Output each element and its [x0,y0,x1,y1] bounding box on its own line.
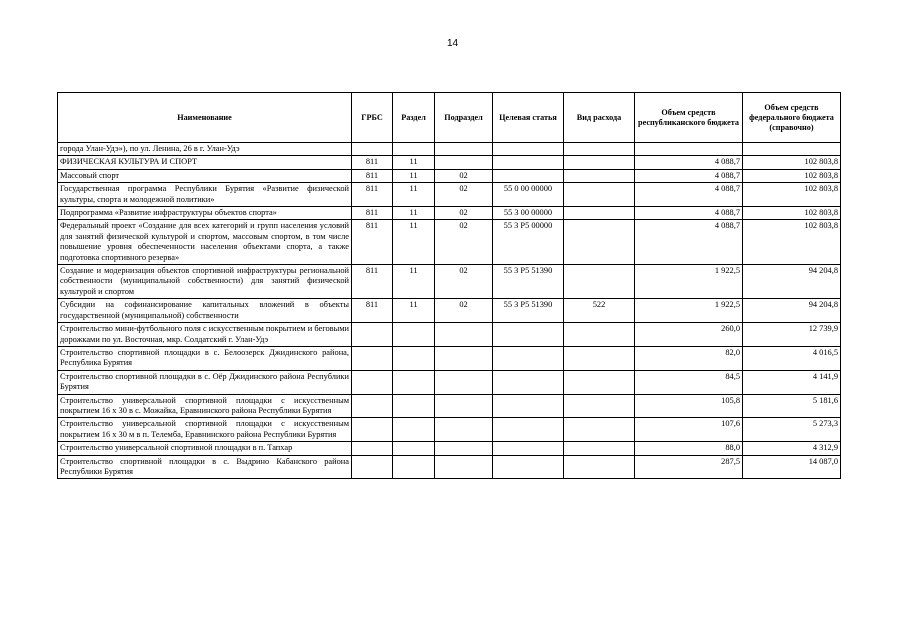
cell-target-article [493,394,564,418]
cell-federal-budget: 5 181,6 [743,394,841,418]
cell-federal-budget [743,143,841,156]
table-row [58,442,841,455]
cell-target-article [493,442,564,455]
cell-razdel [393,323,435,347]
cell-grbs [352,370,393,394]
cell-expense-type [564,169,635,182]
cell-republican-budget: 4 088,7 [635,207,743,220]
cell-podrazdel: 02 [435,207,493,220]
cell-name: Подпрограмма «Развитие инфраструктуры объектов спорта» [58,207,352,220]
cell-expense-type [564,220,635,265]
cell-grbs: 811 [352,156,393,169]
cell-podrazdel [435,346,493,370]
cell-razdel: 11 [393,183,435,207]
cell-republican-budget: 287,5 [635,455,743,479]
cell-target-article [493,370,564,394]
cell-federal-budget: 4 141,9 [743,370,841,394]
cell-expense-type [564,323,635,347]
cell-republican-budget: 260,0 [635,323,743,347]
cell-federal-budget: 5 273,3 [743,418,841,442]
cell-grbs [352,418,393,442]
cell-podrazdel: 02 [435,169,493,182]
cell-expense-type [564,143,635,156]
table-row [58,220,841,265]
cell-expense-type: 522 [564,299,635,323]
cell-podrazdel: 02 [435,220,493,265]
cell-razdel [393,455,435,479]
cell-grbs [352,323,393,347]
table-row [58,299,841,323]
cell-podrazdel [435,455,493,479]
cell-target-article [493,346,564,370]
cell-expense-type [564,370,635,394]
header-name: Наименование [58,93,352,143]
table-row [58,370,841,394]
cell-expense-type [564,156,635,169]
cell-name: Государственная программа Республики Бурятия «Развитие физической культуры, спорта и молодежной политики» [58,183,352,207]
budget-table [57,92,841,479]
cell-republican-budget: 84,5 [635,370,743,394]
cell-target-article: 55 3 Р5 51390 [493,299,564,323]
header-grbs: ГРБС [352,93,393,143]
cell-federal-budget: 94 204,8 [743,299,841,323]
cell-name: Федеральный проект «Создание для всех категорий и групп населения условий для занятий физической культурой и спортом, массовым спортом, в том числе повышение уровня обеспеченности населения объектами спорта, а также подготовка спортивного резерва» [58,220,352,265]
cell-target-article [493,418,564,442]
cell-target-article [493,156,564,169]
cell-expense-type [564,207,635,220]
header-razdel: Раздел [393,93,435,143]
cell-republican-budget: 4 088,7 [635,169,743,182]
cell-name: Строительство мини-футбольного поля с искусственным покрытием и беговыми дорожками по ул. Восточная, мкр. Солдатский г. Улан-Удэ [58,323,352,347]
cell-razdel: 11 [393,265,435,299]
table-row [58,183,841,207]
cell-grbs [352,394,393,418]
cell-republican-budget: 1 922,5 [635,265,743,299]
cell-target-article: 55 3 00 00000 [493,207,564,220]
cell-expense-type [564,183,635,207]
cell-federal-budget: 94 204,8 [743,265,841,299]
cell-target-article: 55 3 Р5 00000 [493,220,564,265]
cell-razdel [393,143,435,156]
cell-expense-type [564,265,635,299]
cell-razdel [393,370,435,394]
cell-target-article [493,169,564,182]
header-podrazdel: Подраздел [435,93,493,143]
cell-name: Строительство спортивной площадки в с. Выдрино Кабанского района Республики Бурятия [58,455,352,479]
table-body [58,143,841,479]
cell-republican-budget: 82,0 [635,346,743,370]
cell-grbs [352,346,393,370]
cell-podrazdel: 02 [435,265,493,299]
cell-expense-type [564,455,635,479]
cell-grbs: 811 [352,169,393,182]
cell-federal-budget: 102 803,8 [743,183,841,207]
header-expense-type: Вид расхода [564,93,635,143]
cell-name: Субсидии на софинансирование капитальных вложений в объекты государственной (муниципальной) собственности [58,299,352,323]
cell-grbs: 811 [352,183,393,207]
cell-grbs [352,455,393,479]
cell-republican-budget: 88,0 [635,442,743,455]
cell-name: города Улан-Удэ»), по ул. Ленина, 26 в г. Улан-Удэ [58,143,352,156]
cell-republican-budget: 4 088,7 [635,220,743,265]
table-row [58,207,841,220]
cell-federal-budget: 12 739,9 [743,323,841,347]
cell-razdel [393,394,435,418]
table-header-row [58,93,841,143]
cell-expense-type [564,394,635,418]
cell-name: Строительство универсальной спортивной площадки в п. Тапхар [58,442,352,455]
cell-razdel: 11 [393,156,435,169]
cell-target-article [493,323,564,347]
cell-razdel: 11 [393,220,435,265]
cell-podrazdel [435,323,493,347]
table-row [58,418,841,442]
table-row [58,455,841,479]
cell-podrazdel [435,394,493,418]
cell-name: Массовый спорт [58,169,352,182]
cell-republican-budget [635,143,743,156]
cell-federal-budget: 102 803,8 [743,169,841,182]
cell-podrazdel [435,442,493,455]
cell-razdel [393,346,435,370]
header-federal-budget: Объем средств федерального бюджета (справочно) [743,93,841,143]
table-row [58,323,841,347]
page-number: 14 [446,38,459,49]
cell-federal-budget: 102 803,8 [743,207,841,220]
cell-grbs: 811 [352,299,393,323]
cell-target-article: 55 3 Р5 51390 [493,265,564,299]
cell-federal-budget: 4 312,9 [743,442,841,455]
cell-grbs [352,143,393,156]
cell-federal-budget: 102 803,8 [743,156,841,169]
table-row [58,156,841,169]
cell-razdel: 11 [393,169,435,182]
cell-federal-budget: 14 087,0 [743,455,841,479]
cell-name: Строительство спортивной площадки в с. Белоозерск Джидинского района, Республика Бурятия [58,346,352,370]
cell-target-article: 55 0 00 00000 [493,183,564,207]
cell-podrazdel: 02 [435,183,493,207]
table-row [58,394,841,418]
table-row [58,143,841,156]
cell-expense-type [564,418,635,442]
cell-republican-budget: 105,8 [635,394,743,418]
table-row [58,346,841,370]
cell-republican-budget: 4 088,7 [635,156,743,169]
cell-name: Строительство универсальной спортивной площадки с искусственным покрытием 16 х 30 в с. Можайка, Еравнинского района Республики Бурятия [58,394,352,418]
cell-republican-budget: 4 088,7 [635,183,743,207]
cell-name: Строительство спортивной площадки в с. Оёр Джидинского района Республики Бурятия [58,370,352,394]
cell-grbs: 811 [352,220,393,265]
cell-grbs: 811 [352,265,393,299]
cell-name: Строительство универсальной спортивной площадки с искусственным покрытием 16 х 30 м в п. Телемба, Еравнинского района Республики Бурятия [58,418,352,442]
cell-expense-type [564,442,635,455]
cell-razdel: 11 [393,207,435,220]
cell-expense-type [564,346,635,370]
cell-republican-budget: 1 922,5 [635,299,743,323]
cell-razdel [393,418,435,442]
cell-target-article [493,455,564,479]
cell-razdel: 11 [393,299,435,323]
cell-grbs [352,442,393,455]
cell-federal-budget: 102 803,8 [743,220,841,265]
header-republican-budget: Объем средств республиканского бюджета [635,93,743,143]
cell-podrazdel [435,370,493,394]
cell-grbs: 811 [352,207,393,220]
table-row [58,265,841,299]
cell-podrazdel: 02 [435,299,493,323]
cell-federal-budget: 4 016,5 [743,346,841,370]
cell-podrazdel [435,156,493,169]
cell-podrazdel [435,143,493,156]
cell-razdel [393,442,435,455]
cell-name: ФИЗИЧЕСКАЯ КУЛЬТУРА И СПОРТ [58,156,352,169]
cell-name: Создание и модернизация объектов спортивной инфраструктуры региональной собственности (муниципальной собственности) для занятий физической культурой и спортом [58,265,352,299]
cell-republican-budget: 107,6 [635,418,743,442]
table-row [58,169,841,182]
cell-podrazdel [435,418,493,442]
header-target-article: Целевая статья [493,93,564,143]
cell-target-article [493,143,564,156]
